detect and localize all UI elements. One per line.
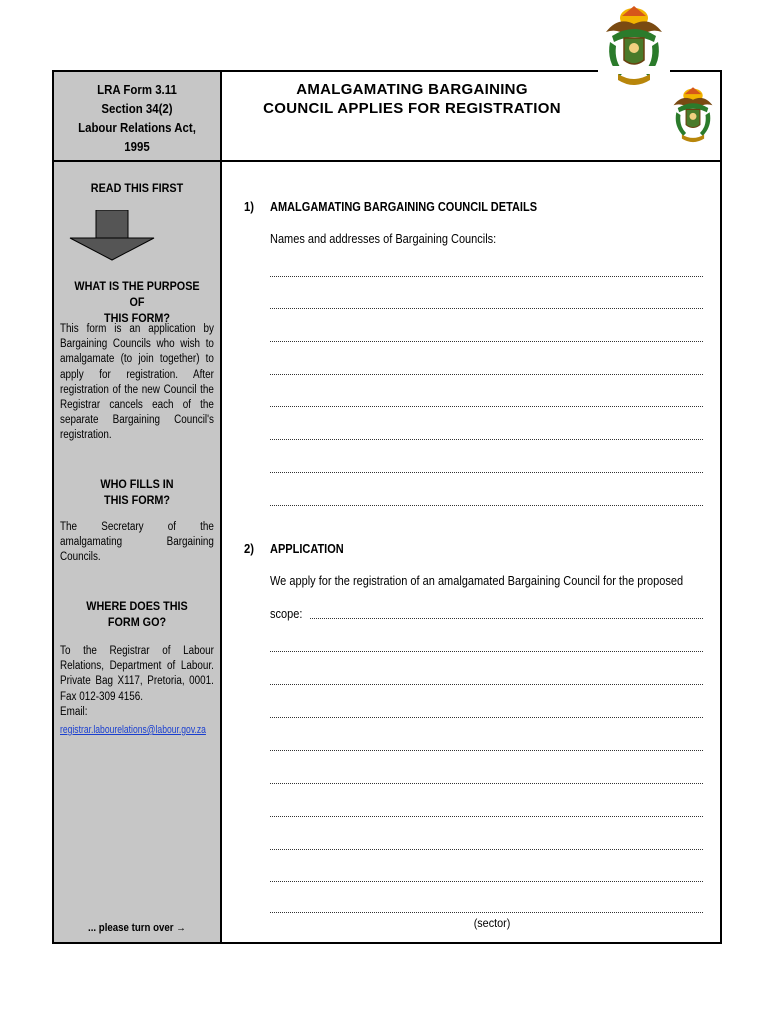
scope-line-4[interactable]	[270, 715, 703, 718]
section-1-number: 1)	[244, 200, 255, 214]
council-details-line-1[interactable]	[270, 274, 703, 277]
section-2-title: APPLICATION	[270, 542, 344, 556]
section-1-title: AMALGAMATING BARGAINING COUNCIL DETAILS	[270, 200, 538, 214]
who-heading: THIS FORM?	[103, 493, 170, 507]
scope-label: scope:	[270, 607, 303, 621]
form-id-line: 1995	[124, 139, 150, 154]
scope-line-2[interactable]	[270, 649, 703, 652]
form-id-line: LRA Form 3.11	[97, 82, 177, 97]
council-details-line-5[interactable]	[270, 404, 703, 407]
purpose-text: This form is an application by Bargaining Councils who wish to amalgamate (to join together) to apply for registration. After registration of the new Council the Registrar cancels each of the separate Bargaining Council's registration.	[60, 323, 214, 442]
turn-over-note: ... please turn over →	[88, 922, 186, 934]
council-details-line-6[interactable]	[270, 437, 703, 440]
form-id-line: Section 34(2)	[101, 101, 173, 116]
page-title	[222, 80, 602, 118]
scope-line-6[interactable]	[270, 781, 703, 784]
purpose-heading: THIS FORM?	[103, 311, 170, 325]
council-details-line-3[interactable]	[270, 339, 703, 342]
scope-line-3[interactable]	[270, 682, 703, 685]
read-first-heading: READ THIS FIRST	[90, 181, 184, 195]
sidebar	[54, 72, 222, 942]
title-area	[222, 72, 720, 162]
who-heading: WHO FILLS IN	[100, 477, 174, 491]
title-line: COUNCIL APPLIES FOR REGISTRATION	[263, 100, 561, 117]
form-id-line: Labour Relations Act,	[78, 120, 196, 135]
section-2-number: 2)	[244, 542, 255, 556]
section-1-prompt: Names and addresses of Bargaining Councils:	[270, 232, 497, 246]
council-details-line-7[interactable]	[270, 470, 703, 473]
scope-line-9[interactable]	[270, 879, 703, 882]
purpose-heading: WHAT IS THE PURPOSE OF	[74, 279, 200, 309]
title-line: AMALGAMATING BARGAINING	[296, 81, 528, 98]
council-details-line-4[interactable]	[270, 372, 703, 375]
form-identifier	[54, 72, 220, 162]
council-details-line-2[interactable]	[270, 306, 703, 309]
who-text: The Secretary of the amalgamating Bargaining Councils.	[60, 521, 214, 564]
where-heading: FORM GO?	[107, 615, 167, 629]
scope-line-5[interactable]	[270, 748, 703, 751]
council-details-line-8[interactable]	[270, 503, 703, 506]
scope-line-10[interactable]	[270, 910, 703, 913]
where-text: To the Registrar of Labour Relations, Department of Labour. Private Bag X117, Pretoria, 0001. Fax 012-309 4156.	[60, 645, 214, 703]
where-heading: WHERE DOES THIS	[86, 599, 188, 613]
scope-line[interactable]	[310, 616, 703, 619]
scope-line-8[interactable]	[270, 847, 703, 850]
scope-line-7[interactable]	[270, 814, 703, 817]
email-link[interactable]: registrar.labourelations@labour.gov.za	[60, 724, 206, 737]
email-label: Email:	[60, 705, 88, 718]
down-arrow-icon	[68, 210, 156, 262]
application-statement: We apply for the registration of an amalgamated Bargaining Council for the proposed	[270, 574, 684, 588]
sector-label: (sector)	[473, 916, 511, 930]
